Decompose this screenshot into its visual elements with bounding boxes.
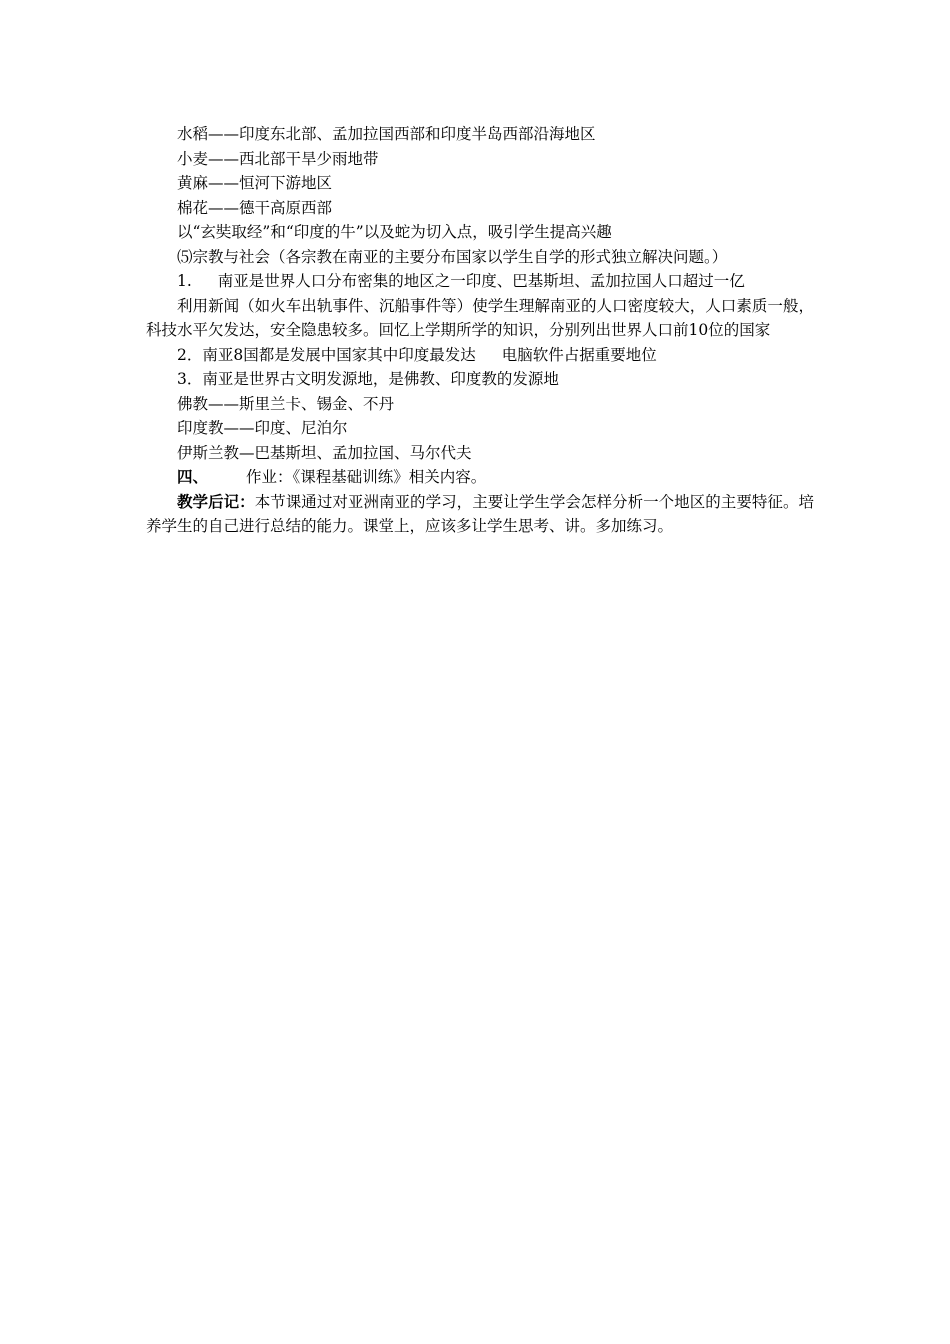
list-item-2-extra: 电脑软件占据重要地位 (501, 345, 657, 364)
postscript-paragraph (146, 490, 814, 539)
crop-rice-line: 水稻——印度东北部、孟加拉国西部和印度半岛西部沿海地区 (177, 125, 596, 143)
document-body (146, 122, 814, 539)
crop-cotton-line: 棉花——德干高原西部 (177, 198, 333, 217)
religion-hinduism: 印度教——印度、尼泊尔 (177, 419, 348, 437)
list-item-1 (146, 269, 814, 294)
postscript-label: 教学后记： (177, 491, 255, 511)
homework-label: 四、 (177, 467, 209, 486)
postscript-text: 本节课通过对亚洲南亚的学习，主要让学生学会怎样分析一个地区的主要特征。培养学生的自己进行总结的能力。课堂上，应该多让学生思考、讲。多加练习。 (146, 492, 814, 535)
crop-jute-line: 黄麻——恒河下游地区 (177, 174, 333, 192)
list-item-2 (146, 343, 814, 368)
news-paragraph: 利用新闻（如火车出轨事件、沉船事件等）使学生理解南亚的人口密度较大，人口素质一般，科技水平欠发达，安全隐患较多。回忆上学期所学的知识，分别列出世界人口前10位的国家 (146, 296, 814, 339)
religion-buddhism: 佛教——斯里兰卡、锡金、不丹 (177, 394, 395, 413)
list-item-1-text: 南亚是世界人口分布密集的地区之一印度、巴基斯坦、孟加拉国人口超过一亿 (217, 272, 745, 290)
crop-wheat-line: 小麦——西北部干旱少雨地带 (177, 149, 379, 168)
religion-society-heading: ⑸宗教与社会（各宗教在南亚的主要分布国家以学生自学的形式独立解决问题。） (177, 247, 728, 266)
homework-line (146, 465, 814, 490)
interest-line: 以“玄奘取经”和“印度的牛”以及蛇为切入点，吸引学生提高兴趣 (177, 223, 612, 241)
list-item-1-number: 1. (177, 272, 192, 290)
list-item-2-text: 2．南亚8国都是发展中国家其中印度最发达 (177, 345, 476, 364)
religion-islam: 伊斯兰教—巴基斯坦、孟加拉国、马尔代夫 (177, 443, 472, 462)
list-item-3: 3．南亚是世界古文明发源地，是佛教、印度教的发源地 (177, 370, 559, 388)
homework-text: 作业：《课程基础训练》相关内容。 (246, 468, 487, 486)
